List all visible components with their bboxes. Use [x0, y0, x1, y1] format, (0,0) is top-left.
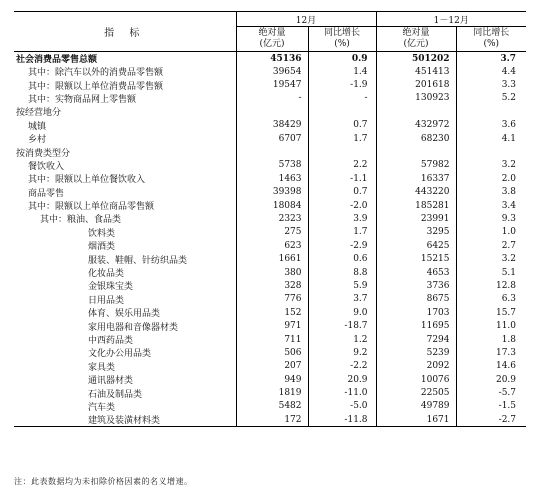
ytd-yoy-cell: 5.1 [456, 266, 526, 279]
ytd-abs-unit: (亿元) [403, 39, 429, 49]
dec-abs-cell: 711 [236, 333, 308, 346]
ytd-abs-cell: 4653 [376, 266, 456, 279]
ytd-yoy-cell: 12.8 [456, 279, 526, 292]
table-row [14, 239, 526, 252]
dec-yoy-cell: 5.9 [308, 279, 376, 292]
row-label: 中西药品类 [88, 336, 134, 346]
dec-yoy-cell: - [308, 92, 376, 105]
dec-yoy-label: 同比增长 [324, 28, 361, 38]
dec-abs-cell: 949 [236, 373, 308, 386]
ytd-abs-cell: 185281 [376, 199, 456, 212]
row-label: 汽车类 [88, 402, 116, 413]
group-header-december: 12月 [236, 12, 376, 27]
dec-abs-cell: 39654 [236, 65, 308, 78]
group-header-ytd: 1－12月 [376, 12, 526, 27]
row-label: 按经营地分 [16, 108, 62, 119]
dec-yoy-cell: 0.7 [308, 119, 376, 132]
table-row [14, 132, 526, 145]
table-row [14, 360, 526, 373]
dec-abs-cell: 5738 [236, 159, 308, 172]
dec-yoy-unit: (%) [334, 39, 350, 49]
row-label: 其中：限额以上单位商品零售额 [28, 202, 155, 213]
dec-yoy-cell: 20.9 [308, 373, 376, 386]
table-row [14, 186, 526, 199]
ytd-abs-cell: 130923 [376, 92, 456, 105]
ytd-yoy-cell: 1.8 [456, 333, 526, 346]
row-label: 石油及制品类 [88, 389, 143, 400]
ytd-yoy-cell: 15.7 [456, 306, 526, 319]
dec-yoy-cell: 9.0 [308, 306, 376, 319]
dec-abs-cell: 506 [236, 346, 308, 359]
retail-sales-table [14, 11, 526, 427]
header-row-groups [14, 12, 526, 27]
dec-abs-cell: 380 [236, 266, 308, 279]
ytd-yoy-cell: 4.4 [456, 65, 526, 78]
ytd-abs-cell: 11695 [376, 319, 456, 332]
dec-abs-cell [236, 145, 308, 158]
dec-yoy-cell: 3.9 [308, 212, 376, 225]
dec-abs-cell: 1819 [236, 386, 308, 399]
dec-abs-cell [236, 105, 308, 118]
dec-abs-cell: 18084 [236, 199, 308, 212]
table-row [14, 319, 526, 332]
ytd-abs-cell: 8675 [376, 293, 456, 306]
row-label: 烟酒类 [88, 242, 116, 253]
dec-abs-cell: 39398 [236, 186, 308, 199]
table-row [14, 52, 526, 66]
dec-abs-cell: 38429 [236, 119, 308, 132]
ytd-yoy-cell: 3.4 [456, 199, 526, 212]
ytd-abs-cell: 2092 [376, 360, 456, 373]
row-label: 其中：限额以上单位餐饮收入 [28, 175, 146, 186]
table-row [14, 293, 526, 306]
row-label: 按消费类型分 [16, 148, 71, 159]
ytd-abs-cell: 3736 [376, 279, 456, 292]
dec-yoy-cell: 1.7 [308, 132, 376, 145]
ytd-abs-cell: 22505 [376, 386, 456, 399]
table-row [14, 279, 526, 292]
table-row [14, 119, 526, 132]
dec-yoy-cell: 0.6 [308, 252, 376, 265]
dec-yoy-cell [308, 145, 376, 158]
row-label: 家具类 [88, 362, 116, 373]
ytd-yoy-cell [456, 145, 526, 158]
row-label: 其中：除汽车以外的消费品零售额 [28, 68, 164, 79]
ytd-yoy-cell: 3.2 [456, 252, 526, 265]
ytd-abs-cell: 3295 [376, 226, 456, 239]
ytd-abs-cell [376, 145, 456, 158]
dec-abs-cell: 328 [236, 279, 308, 292]
ytd-yoy-cell: 1.0 [456, 226, 526, 239]
row-label: 社会消费品零售总额 [16, 55, 98, 65]
row-label: 体育、娱乐用品类 [88, 309, 161, 320]
table-row [14, 78, 526, 91]
ytd-yoy-cell: 3.8 [456, 186, 526, 199]
ytd-abs-cell: 6425 [376, 239, 456, 252]
dec-abs-cell: 275 [236, 226, 308, 239]
dec-abs-cell: 152 [236, 306, 308, 319]
dec-yoy-cell: -18.7 [308, 319, 376, 332]
row-label: 日用品类 [88, 295, 125, 306]
ytd-abs-cell: 1671 [376, 413, 456, 427]
ytd-yoy-cell [456, 105, 526, 118]
row-label: 通讯器材类 [88, 376, 134, 387]
ytd-yoy-cell: 9.3 [456, 212, 526, 225]
table-row [14, 159, 526, 172]
ytd-yoy-cell: 14.6 [456, 360, 526, 373]
dec-yoy-cell: 0.7 [308, 186, 376, 199]
dec-yoy-cell: 1.4 [308, 65, 376, 78]
dec-yoy-cell: 1.7 [308, 226, 376, 239]
table-row [14, 172, 526, 185]
dec-abs-cell: - [236, 92, 308, 105]
dec-yoy-cell: -2.9 [308, 239, 376, 252]
row-label: 其中：限额以上单位消费品零售额 [28, 81, 164, 92]
row-label: 文化办公用品类 [88, 349, 152, 360]
ytd-yoy-cell: 3.3 [456, 78, 526, 91]
ytd-abs-cell [376, 105, 456, 118]
dec-yoy-cell: -2.2 [308, 360, 376, 373]
ytd-yoy-cell: 17.3 [456, 346, 526, 359]
ytd-yoy-label: 同比增长 [473, 28, 510, 38]
ytd-abs-cell: 451413 [376, 65, 456, 78]
table-body [14, 52, 526, 427]
dec-yoy-cell: 8.8 [308, 266, 376, 279]
dec-abs-cell: 971 [236, 319, 308, 332]
table-row [14, 333, 526, 346]
dec-yoy-cell: -11.0 [308, 386, 376, 399]
row-label: 金银珠宝类 [88, 282, 134, 293]
dec-abs-unit: (亿元) [259, 39, 285, 49]
ytd-abs-cell: 501202 [376, 52, 456, 66]
ytd-yoy-cell: 3.2 [456, 159, 526, 172]
ytd-abs-cell: 49789 [376, 400, 456, 413]
ytd-abs-cell: 7294 [376, 333, 456, 346]
table-row [14, 226, 526, 239]
table-row [14, 105, 526, 118]
table-row [14, 413, 526, 427]
ytd-yoy-cell: 5.2 [456, 92, 526, 105]
ytd-yoy-cell: 6.3 [456, 293, 526, 306]
ytd-yoy-cell: 4.1 [456, 132, 526, 145]
ytd-yoy-cell: -5.7 [456, 386, 526, 399]
dec-abs-header [236, 27, 308, 52]
dec-abs-cell: 207 [236, 360, 308, 373]
dec-yoy-cell: 1.2 [308, 333, 376, 346]
ytd-abs-cell: 201618 [376, 78, 456, 91]
table-row [14, 400, 526, 413]
ytd-abs-cell: 68230 [376, 132, 456, 145]
dec-yoy-cell: 2.2 [308, 159, 376, 172]
dec-abs-cell: 19547 [236, 78, 308, 91]
ytd-abs-cell: 57982 [376, 159, 456, 172]
dec-abs-cell: 776 [236, 293, 308, 306]
row-label: 家用电器和音像器材类 [88, 322, 179, 333]
table-row [14, 373, 526, 386]
dec-yoy-cell: -5.0 [308, 400, 376, 413]
dec-yoy-cell: -1.1 [308, 172, 376, 185]
dec-abs-cell: 1463 [236, 172, 308, 185]
table-row [14, 346, 526, 359]
table-row [14, 306, 526, 319]
footnote: 注：此表数据均为未扣除价格因素的名义增速。 [14, 477, 193, 486]
dec-abs-cell: 45136 [236, 52, 308, 66]
dec-yoy-cell: -2.0 [308, 199, 376, 212]
ytd-yoy-cell: -2.7 [456, 413, 526, 427]
metric-column-header: 指 标 [14, 12, 236, 52]
dec-yoy-cell: 9.2 [308, 346, 376, 359]
dec-abs-cell: 1661 [236, 252, 308, 265]
ytd-yoy-header [456, 27, 526, 52]
dec-yoy-cell: 3.7 [308, 293, 376, 306]
ytd-abs-cell: 15215 [376, 252, 456, 265]
table-row [14, 266, 526, 279]
dec-yoy-cell: -11.8 [308, 413, 376, 427]
ytd-abs-cell: 443220 [376, 186, 456, 199]
dec-abs-cell: 6707 [236, 132, 308, 145]
table-row [14, 65, 526, 78]
dec-abs-cell: 623 [236, 239, 308, 252]
row-label: 饮料类 [88, 228, 116, 239]
table-row [14, 212, 526, 225]
dec-abs-label: 绝对量 [258, 28, 286, 38]
ytd-yoy-unit: (%) [483, 39, 500, 49]
row-label: 服装、鞋帽、针纺织品类 [88, 255, 188, 266]
ytd-yoy-cell: -1.5 [456, 400, 526, 413]
row-label: 其中：实物商品网上零售额 [28, 94, 137, 105]
ytd-yoy-cell: 2.0 [456, 172, 526, 185]
ytd-yoy-cell: 3.7 [456, 52, 526, 66]
table-row [14, 199, 526, 212]
ytd-abs-cell: 23991 [376, 212, 456, 225]
ytd-yoy-cell: 11.0 [456, 319, 526, 332]
row-label: 建筑及装潢材料类 [14, 413, 236, 427]
ytd-yoy-cell: 2.7 [456, 239, 526, 252]
dec-yoy-header [308, 27, 376, 52]
table-row [14, 145, 526, 158]
row-label: 餐饮收入 [28, 161, 65, 172]
ytd-abs-cell: 1703 [376, 306, 456, 319]
dec-yoy-cell: -1.9 [308, 78, 376, 91]
ytd-yoy-cell: 20.9 [456, 373, 526, 386]
row-label: 城镇 [28, 121, 47, 132]
row-label: 商品零售 [28, 188, 65, 199]
ytd-abs-header [376, 27, 456, 52]
ytd-abs-label: 绝对量 [402, 28, 430, 38]
dec-abs-cell: 172 [236, 413, 308, 427]
table-row [14, 252, 526, 265]
dec-yoy-cell [308, 105, 376, 118]
row-label: 乡村 [28, 135, 47, 146]
ytd-abs-cell: 5239 [376, 346, 456, 359]
ytd-abs-cell: 10076 [376, 373, 456, 386]
dec-abs-cell: 2323 [236, 212, 308, 225]
ytd-abs-cell: 432972 [376, 119, 456, 132]
ytd-yoy-cell: 3.6 [456, 119, 526, 132]
row-label: 其中：粮油、食品类 [40, 215, 122, 226]
table-row [14, 92, 526, 105]
dec-abs-cell: 5482 [236, 400, 308, 413]
dec-yoy-cell: 0.9 [308, 52, 376, 66]
row-label: 化妆品类 [88, 269, 125, 280]
table-row [14, 386, 526, 399]
ytd-abs-cell: 16337 [376, 172, 456, 185]
